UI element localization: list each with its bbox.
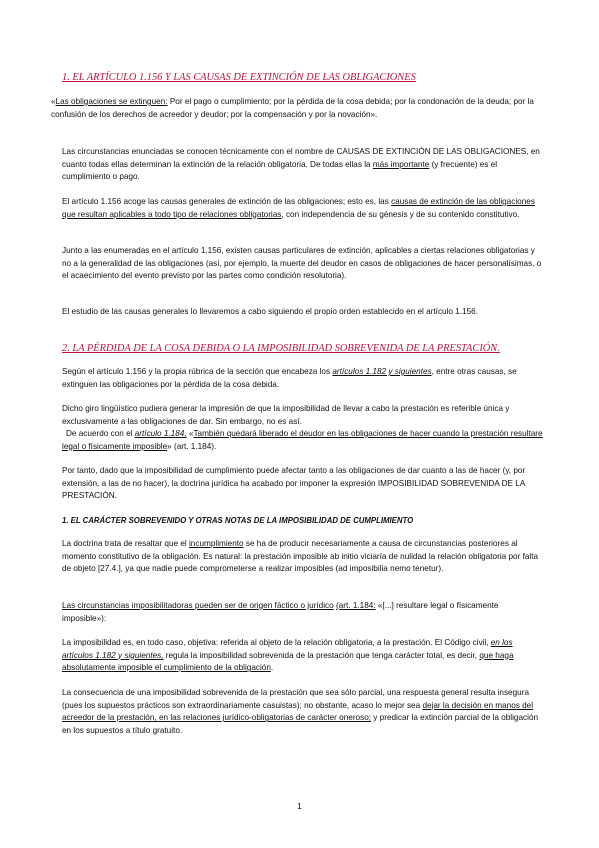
underlined-text: que haga absolutamente imposible el cumplimiento de la obligación <box>62 650 514 673</box>
paragraph-13 <box>62 687 544 737</box>
text-span: » (art. 1.184). <box>167 441 217 451</box>
text-span: La doctrina trata de resaltar que el <box>62 539 189 548</box>
underlined-text: artículo 1.184, <box>134 429 187 438</box>
paragraph-7: Dicho giro lingüístico pudiera generar la impresión de que la imposibilidad de llevar a cabo la prestación es referible única y exclusivamente a las obligaciones de dar. Sin embargo, no es así. <box>62 404 510 426</box>
text-span: La consecuencia de una imposibilidad sobrevenida de la prestación que sea sólo parcial, una respuesta general resulta insegura (pues los supuestos prácticos son extraordinariamente casuistas); no obstante, acaso lo mejor sea <box>62 688 529 710</box>
text-span: « <box>51 97 56 106</box>
paragraph-3 <box>62 196 544 221</box>
paragraph-1 <box>51 96 545 121</box>
paragraph-11 <box>62 600 544 625</box>
paragraph-6 <box>62 366 544 391</box>
underlined-text: incumplimiento <box>188 539 244 548</box>
underlined-text: en los artículos 1.182 y siguientes, <box>62 638 513 660</box>
underlined-text: más importante <box>372 159 430 169</box>
text-span: , con independencia de su génesis y de su contenido constitutivo. <box>281 209 520 219</box>
section-heading-1: 1. EL ARTÍCULO 1.156 Y LAS CAUSAS DE EXTINCIÓN DE LAS OBLIGACIONES <box>62 72 416 83</box>
text-span: se ha de producir necesariamente a causa de circunstancias posteriores al momento constitutivo de la obligación. Es natural: la prestación imposible ab initio viciaría de nulidad la relación obligatoria por falta de objeto [27.4.], ya que nadie puede comprometerse a realizar imposibles (ad imposibilia nemo tenetur). <box>62 539 539 574</box>
text-span: « <box>186 429 194 438</box>
text-span: De acuerdo con el <box>66 429 135 438</box>
section-heading-2: 2. LA PÉRDIDA DE LA COSA DEBIDA O LA IMPOSIBILIDAD SOBREVENIDA DE LA PRESTACIÓN. <box>62 343 500 354</box>
text-span: Las circunstancias enunciadas se conocen técnicamente con el nombre de CAUSAS DE EXTINCIÓN DE LAS OBLIGACIONES, en cuanto todas ellas determinan la extinción de la relación obligatoria. De todas ellas la <box>62 147 540 169</box>
text-span: , entre otras causas, se extinguen las obligaciones por la pérdida de la cosa debida. <box>62 367 517 389</box>
text-span: La imposibilidad es, en todo caso, objetiva: referida al objeto de la relación obligatoria, a la prestación. El Código civil, <box>62 638 491 647</box>
text-span: . <box>270 663 274 673</box>
text-span: regula la imposibilidad sobrevenida de la prestación que tenga carácter total, es decir, <box>163 650 480 660</box>
paragraph-8 <box>62 428 544 453</box>
text-span: Por el pago o cumplimiento; por la pérdida de la cosa debida; por la condonación de la deuda; por la confusión de los derechos de acreedor y deudor; por la compensación y por la novación». <box>51 97 534 119</box>
paragraph-10 <box>62 538 544 576</box>
text-span: «[...] resultare legal o físicamente imposible»): <box>62 601 499 623</box>
page-number: 1 <box>297 801 302 811</box>
text-span: (y frecuente) es el cumplimiento o pago. <box>62 159 498 182</box>
underlined-text: causas de extinción de las obligaciones que resultan aplicables a todo tipo de relaciones obligatorias <box>62 197 535 219</box>
paragraph-4: Junto a las enumeradas en el artículo 1.156, existen causas particulares de extinción, aplicables a ciertas relaciones obligatorias y no a la generalidad de las obligaciones (así, por ejemplo, la muerte del deudor en casos de obligaciones de hacer personalísimas, o el acaecimiento del evento previsto por las partes como condición resolutoria). <box>62 246 542 281</box>
underlined-text: Las circunstancias imposibilitadoras pueden ser de origen fáctico o jurídico <box>62 601 334 610</box>
paragraph-12 <box>62 637 544 675</box>
underlined-text: Las obligaciones se extinguen: <box>55 97 168 106</box>
underlined-text: También quedará liberado el deudor en las obligaciones de hacer cuando la prestación resultare legal o físicamente imposible <box>62 429 543 451</box>
underlined-text: artículos 1.182 y siguientes <box>332 367 432 376</box>
paragraph-2 <box>62 146 544 184</box>
subsection-heading: 1. EL CARÁCTER SOBREVENIDO Y OTRAS NOTAS DE LA IMPOSIBILIDAD DE CUMPLIMIENTO <box>62 516 414 525</box>
paragraph-5: El estudio de las causas generales lo llevaremos a cabo siguiendo el propio orden establecido en el artículo 1.156. <box>62 307 479 316</box>
underlined-text: dejar la decisión en manos del acreedor de la prestación, en las relaciones jurídico-obligatorias de carácter oneroso; <box>62 700 534 723</box>
text-span: Según el artículo 1.156 y la propia rúbrica de la sección que encabeza los <box>62 367 333 376</box>
underlined-text: (art. 1.184: <box>335 601 376 610</box>
text-span: El artículo 1.156 acoge las causas generales de extinción de las obligaciones; esto es, las <box>62 197 392 206</box>
paragraph-9: Por tanto, dado que la imposibilidad de cumplimiento puede afectar tanto a las obligaciones de dar cuanto a las de hacer (y, por extensión, a las de no hacer), la doctrina jurídica ha acabado por imponer la expresión IMPOSIBILIDAD SOBREVENIDA DE LA PRESTACIÓN. <box>62 466 526 501</box>
text-span: y predicar la extinción parcial de la obligación en los supuestos a título gratuito. <box>62 713 539 735</box>
